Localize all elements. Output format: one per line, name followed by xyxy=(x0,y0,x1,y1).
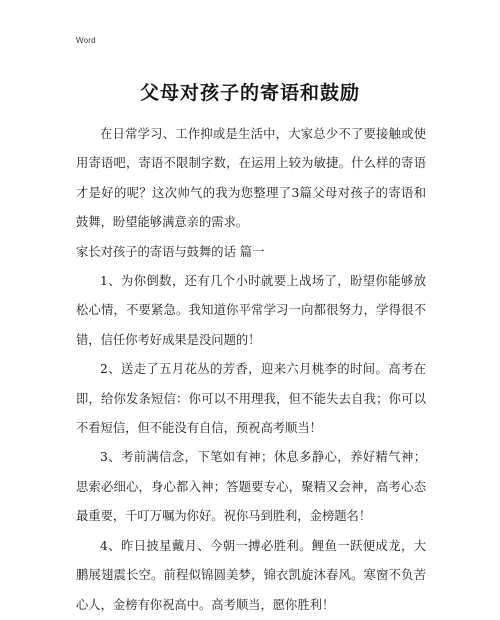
paragraph-1: 1、为你倒数，还有几个小时就要上战场了，盼望你能够放松心情，不要紧急。我知道你平常学习一向都很努力，学得很不错，信任你考好成果是没问题的！ xyxy=(76,274,426,347)
paragraph-4: 4、昨日披星戴月、今朝一搏必胜利。鲤鱼一跃便成龙，大鹏展翅震长空。前程似锦圆美梦，锦衣凯旋沐春风。寒窗不负苦心人，金榜有你祝高中。高考顺当，愿你胜利！ xyxy=(76,538,426,612)
header-label: Word xyxy=(76,36,96,45)
document-title: 父母对孩子的寄语和鼓励 xyxy=(139,82,360,104)
section-heading: 家长对孩子的寄语与鼓舞的话 篇一 xyxy=(76,244,265,259)
paragraph-3: 3、考前满信念，下笔如有神；休息多静心，养好精气神；思索必细心，身心都入神；答题要专心，聚精又会神，高考心态最重要，千叮万嘱为你好。祝你马到胜利，金榜题名！ xyxy=(76,450,426,524)
document-body xyxy=(76,120,426,620)
paragraph-2: 2、送走了五月花丛的芳香，迎来六月桃李的时间。高考在即，给你发条短信：你可以不用理我，但不能失去自我；你可以不看短信，但不能没有自信，预祝高考顺当！ xyxy=(76,362,426,436)
intro-paragraph: 在日常学习、工作抑或是生活中，大家总少不了要接触或使用寄语吧，寄语不限制字数，在运用上较为敏捷。什么样的寄语才是好的呢？这次帅气的我为您整理了3篇父母对孩子的寄语和鼓舞，盼望能够满意亲的需求。 xyxy=(76,127,426,230)
